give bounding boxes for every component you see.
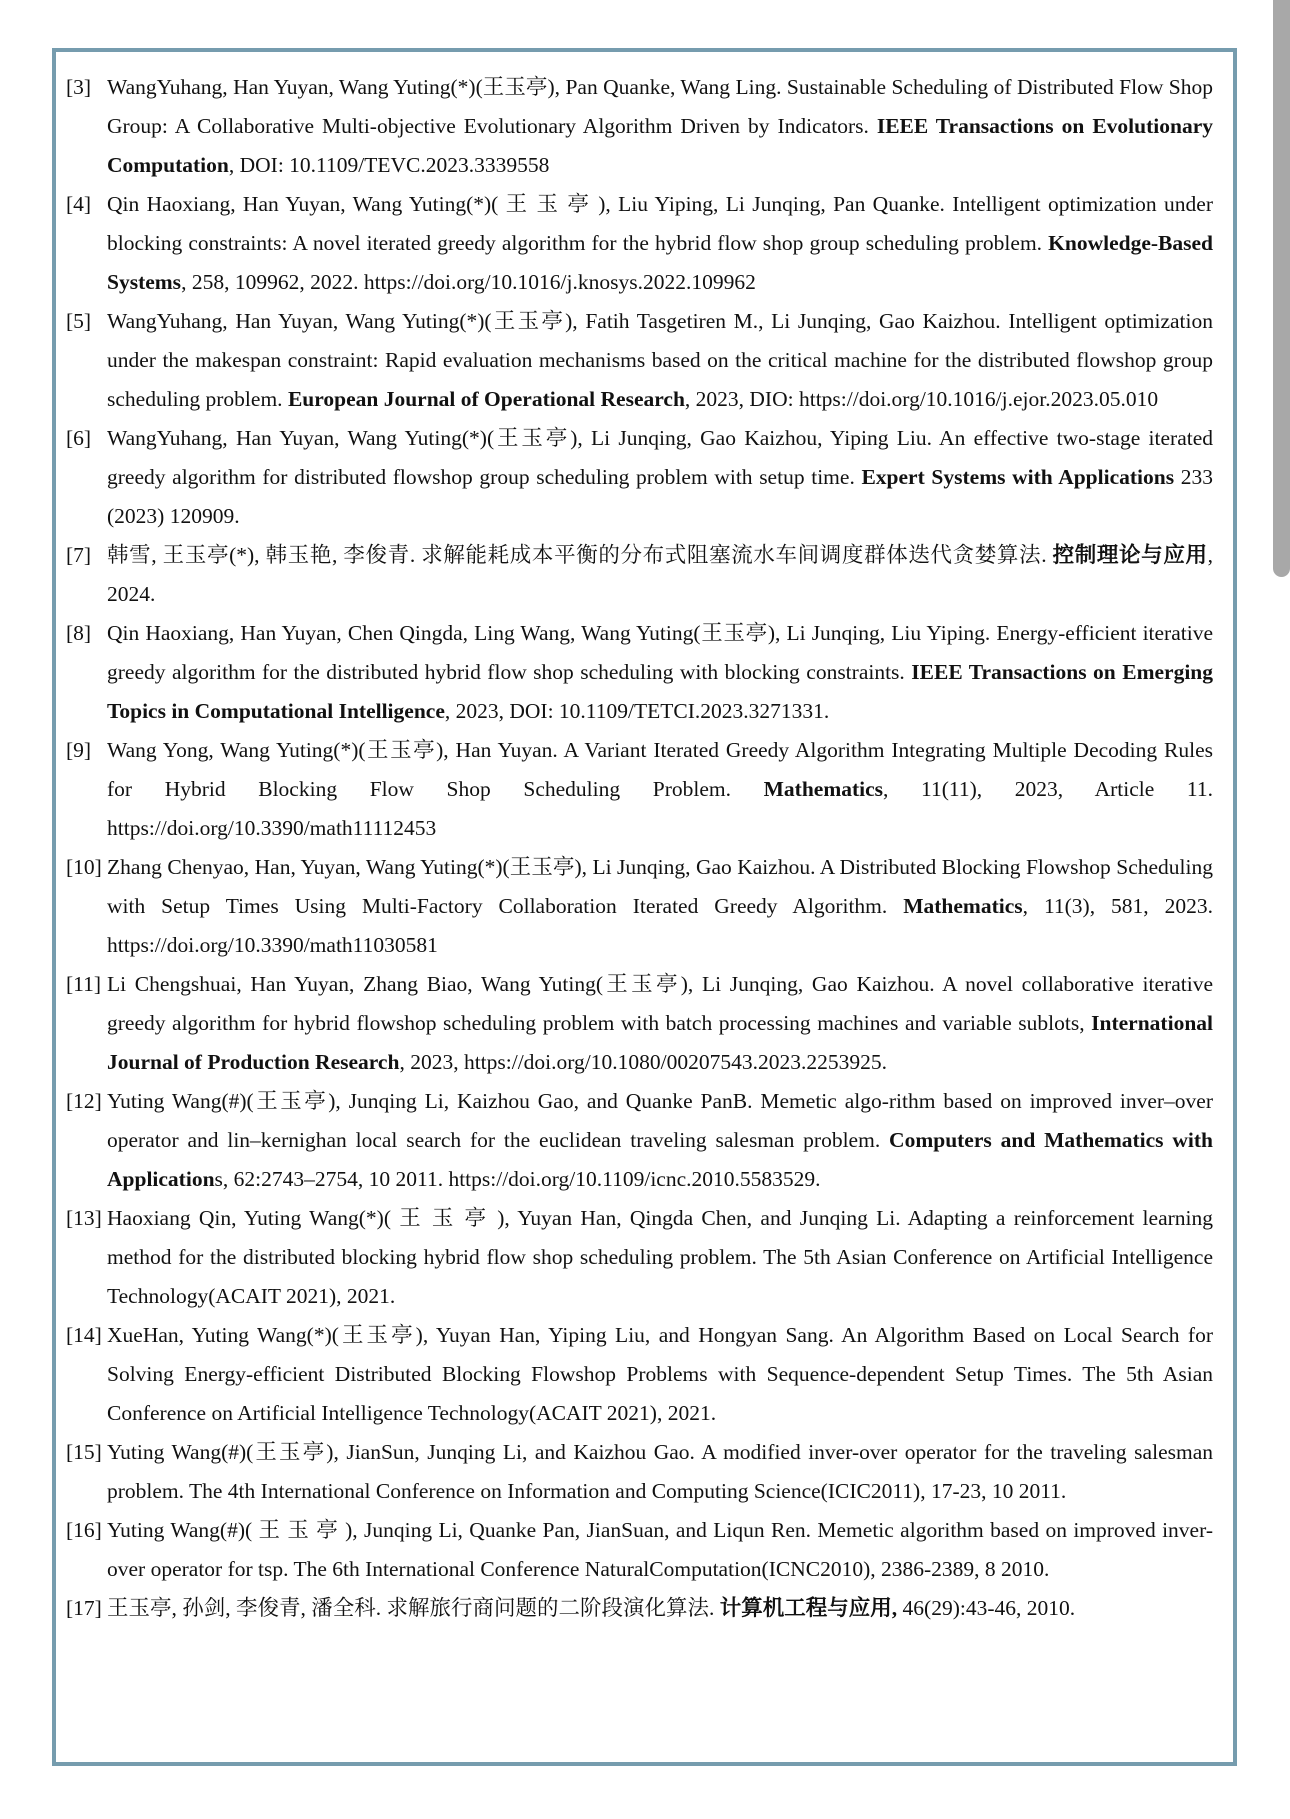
reference-item — [66, 1316, 1213, 1433]
reference-number: [9] — [66, 738, 92, 762]
reference-text-segment: , 2023, DOI: 10.1109/TETCI.2023.3271331. — [444, 699, 830, 723]
reference-text — [107, 972, 1213, 1074]
reference-item — [66, 965, 1213, 1082]
reference-text — [107, 621, 1213, 723]
reference-text-segment: 46(29):43-46, 2010. — [897, 1596, 1076, 1620]
reference-text-segment: Yuting Wang(#)(王玉亭), Junqing Li, Kaizhou Gao, and Quanke PanB. Memetic algo-rithm based on improved inver–over operator and lin–kernighan local search for the euclidean traveling salesman problem. — [107, 1089, 1213, 1152]
reference-number: [6] — [66, 426, 92, 450]
reference-text-segment: Yuting Wang(#)(王玉亭), JianSun, Junqing Li, and Kaizhou Gao. A modified inver-over operator for the traveling salesman problem. The 4th International Conference on Information and Computing Science(ICIC2011), 17-23, 10 2011. — [107, 1440, 1213, 1503]
reference-number: [12] — [66, 1089, 102, 1113]
reference-text-segment: Expert Systems with Applications — [861, 465, 1175, 489]
reference-text-segment: 韩雪, 王玉亭(*), 韩玉艳, 李俊青. 求解能耗成本平衡的分布式阻塞流水车间调度群体迭代贪婪算法. — [107, 543, 1053, 567]
reference-item — [66, 536, 1213, 614]
reference-text-segment: European Journal of Operational Research — [287, 387, 685, 411]
reference-text — [107, 1518, 1213, 1581]
reference-text — [107, 426, 1213, 528]
reference-text-segment: IEEE Transactions on Emerging Topics in Computational Intelligence — [107, 660, 1213, 723]
reference-text — [107, 1089, 1213, 1191]
reference-text-segment: International Journal of Production Research — [107, 1011, 1213, 1074]
reference-text — [107, 192, 1213, 294]
reference-number: [15] — [66, 1440, 102, 1464]
reference-text-segment: WangYuhang, Han Yuyan, Wang Yuting(*)(王玉亭), Pan Quanke, Wang Ling. Sustainable Scheduling of Distributed Flow Shop Group: A Collaborative Multi-objective Evolutionary Algorithm Driven by Indicators. — [107, 75, 1213, 138]
reference-item — [66, 1589, 1213, 1628]
reference-text — [107, 1323, 1213, 1425]
reference-text-segment: , 11(11), 2023, Article 11. https://doi.org/10.3390/math11112453 — [107, 777, 1213, 840]
reference-item — [66, 848, 1213, 965]
reference-text-segment: 王玉亭, 孙剑, 李俊青, 潘全科. 求解旅行商问题的二阶段演化算法. — [107, 1596, 720, 1620]
reference-text-segment: s, 62:2743–2754, 10 2011. https://doi.org/10.1109/icnc.2010.5583529. — [214, 1167, 821, 1191]
page-border — [52, 48, 1237, 1766]
reference-text — [107, 309, 1213, 411]
reference-text-segment: , 2024. — [107, 543, 1213, 606]
reference-text-segment: 233 (2023) 120909. — [107, 465, 1213, 528]
reference-number: [5] — [66, 309, 92, 333]
reference-number: [11] — [66, 972, 102, 996]
reference-text-segment: Qin Haoxiang, Han Yuyan, Chen Qingda, Ling Wang, Wang Yuting(王玉亭), Li Junqing, Liu Yiping. Energy-efficient iterative greedy algorithm for the distributed hybrid flow shop scheduling with blocking constraints. — [107, 621, 1213, 684]
reference-number: [14] — [66, 1323, 102, 1347]
reference-text — [107, 1596, 1075, 1620]
reference-text-segment: , DOI: 10.1109/TEVC.2023.3339558 — [228, 153, 550, 177]
reference-text — [107, 75, 1213, 177]
reference-number: [17] — [66, 1596, 102, 1620]
reference-text-segment: , 258, 109962, 2022. https://doi.org/10.1016/j.knosys.2022.109962 — [181, 270, 756, 294]
reference-list — [56, 52, 1233, 1628]
reference-text — [107, 1206, 1213, 1308]
reference-text-segment: Yuting Wang(#)( 王 玉 亭 ), Junqing Li, Quanke Pan, JianSuan, and Liqun Ren. Memetic algorithm based on improved inver-over operator for tsp. The 6th International Conference NaturalComputation(ICNC2010), 2386-2389, 8 2010. — [107, 1518, 1213, 1581]
reference-text-segment: IEEE Transactions on Evolutionary Computation — [107, 114, 1213, 177]
reference-number: [4] — [66, 192, 92, 216]
reference-text-segment: Knowledge-Based Systems — [107, 231, 1213, 294]
reference-text-segment: Computers and Mathematics with Application — [107, 1128, 1213, 1191]
reference-item — [66, 1082, 1213, 1199]
reference-text — [107, 738, 1213, 840]
reference-number: [3] — [66, 75, 92, 99]
reference-text-segment: , 2023, DIO: https://doi.org/10.1016/j.ejor.2023.05.010 — [684, 387, 1159, 411]
reference-text-segment: Zhang Chenyao, Han, Yuyan, Wang Yuting(*)(王玉亭), Li Junqing, Gao Kaizhou. A Distributed Blocking Flowshop Scheduling with Setup Times Using Multi-Factory Collaboration Iterated Greedy Algorithm. — [107, 855, 1213, 918]
reference-text-segment: , 2023, https://doi.org/10.1080/00207543.2023.2253925. — [399, 1050, 887, 1074]
reference-text — [107, 543, 1213, 606]
reference-text-segment: XueHan, Yuting Wang(*)(王玉亭), Yuyan Han, Yiping Liu, and Hongyan Sang. An Algorithm Based on Local Search for Solving Energy-efficient Distributed Blocking Flowshop Problems with Sequence-dependent Setup Times. The 5th Asian Conference on Artificial Intelligence Technology(ACAIT 2021), 2021. — [107, 1323, 1213, 1425]
reference-number: [8] — [66, 621, 92, 645]
reference-text-segment: Qin Haoxiang, Han Yuyan, Wang Yuting(*)( 王 玉 亭 ), Liu Yiping, Li Junqing, Pan Quanke. Intelligent optimization under blocking constraints: A novel iterated greedy algorithm for the hybrid flow shop group scheduling problem. — [107, 192, 1213, 255]
reference-number: [16] — [66, 1518, 102, 1542]
reference-item — [66, 68, 1213, 185]
reference-item — [66, 185, 1213, 302]
reference-text-segment: Li Chengshuai, Han Yuyan, Zhang Biao, Wang Yuting(王玉亭), Li Junqing, Gao Kaizhou. A novel collaborative iterative greedy algorithm for hybrid flowshop scheduling problem with batch processing machines and variable sublots, — [107, 972, 1213, 1035]
reference-text-segment: Haoxiang Qin, Yuting Wang(*)( 王 玉 亭 ), Yuyan Han, Qingda Chen, and Junqing Li. Adapting a reinforcement learning method for the distributed blocking hybrid flow shop scheduling problem. The 5th Asian Conference on Artificial Intelligence Technology(ACAIT 2021), 2021. — [107, 1206, 1213, 1308]
reference-item — [66, 1199, 1213, 1316]
reference-item — [66, 731, 1213, 848]
reference-item — [66, 419, 1213, 536]
reference-text — [107, 855, 1213, 957]
reference-text-segment: 计算机工程与应用, — [719, 1596, 898, 1620]
reference-text-segment: , 11(3), 581, 2023. https://doi.org/10.3390/math11030581 — [107, 894, 1213, 957]
reference-text-segment: 控制理论与应用 — [1052, 543, 1208, 567]
reference-number: [7] — [66, 543, 92, 567]
reference-text — [107, 1440, 1213, 1503]
reference-item — [66, 1511, 1213, 1589]
reference-item — [66, 1433, 1213, 1511]
reference-text-segment: WangYuhang, Han Yuyan, Wang Yuting(*)(王玉亭), Li Junqing, Gao Kaizhou, Yiping Liu. An effective two-stage iterated greedy algorithm for distributed flowshop group scheduling problem with setup time. — [107, 426, 1213, 489]
scrollbar-thumb[interactable] — [1273, 0, 1290, 577]
reference-item — [66, 302, 1213, 419]
reference-text-segment: Mathematics — [903, 894, 1023, 918]
reference-item — [66, 614, 1213, 731]
reference-text-segment: Mathematics — [763, 777, 884, 801]
reference-text-segment: Wang Yong, Wang Yuting(*)(王玉亭), Han Yuyan. A Variant Iterated Greedy Algorithm Integrating Multiple Decoding Rules for Hybrid Blocking Flow Shop Scheduling Problem. — [107, 738, 1213, 801]
reference-text-segment: WangYuhang, Han Yuyan, Wang Yuting(*)(王玉亭), Fatih Tasgetiren M., Li Junqing, Gao Kaizhou. Intelligent optimization under the makespan constraint: Rapid evaluation mechanisms based on the critical machine for the distributed flowshop group scheduling problem. — [107, 309, 1213, 411]
reference-number: [10] — [66, 855, 102, 879]
reference-number: [13] — [66, 1206, 102, 1230]
